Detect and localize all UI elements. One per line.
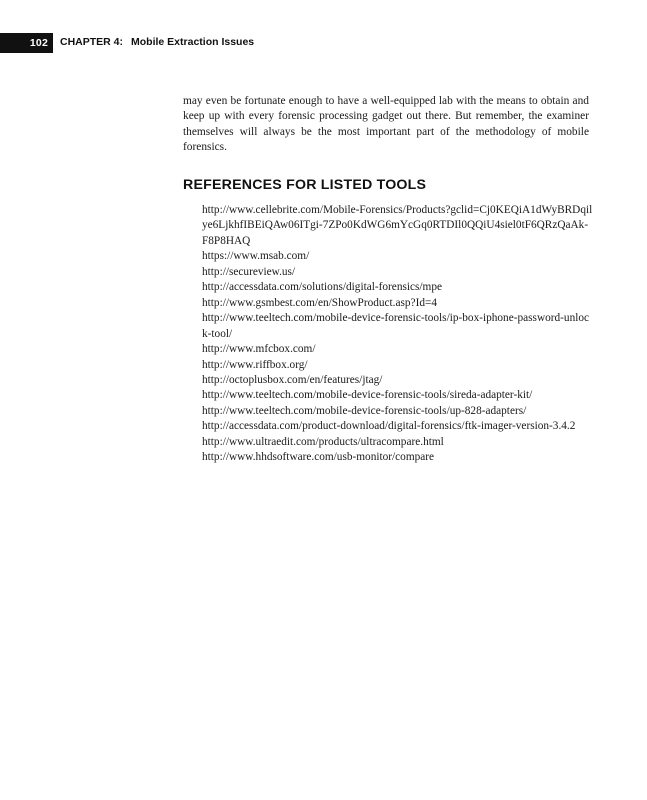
reference-url: http://www.cellebrite.com/Mobile-Forensics/Products?gclid=Cj0KEQiA1dWyBRDqilye6LjkhfIBEiQAw06ITgi-7ZPo0KdWG6mYcGq0RTDIl0QQiU4siel0tF6QRzQaAk-F8P8HAQ xyxy=(202,204,593,247)
chapter-label: CHAPTER 4: xyxy=(60,36,124,48)
reference-url: http://secureview.us/ xyxy=(202,265,296,278)
reference-url: http://www.teeltech.com/mobile-device-forensic-tools/up-828-adapters/ xyxy=(202,404,527,417)
reference-url: http://accessdata.com/solutions/digital-forensics/mpe xyxy=(202,281,443,294)
reference-url: http://www.gsmbest.com/en/ShowProduct.asp?Id=4 xyxy=(202,296,438,309)
reference-url: http://accessdata.com/product-download/digital-forensics/ftk-imager-version-3.4.2 xyxy=(202,420,576,433)
reference-url: http://www.ultraedit.com/products/ultracompare.html xyxy=(202,435,444,448)
running-head xyxy=(60,36,254,48)
reference-url: http://www.riffbox.org/ xyxy=(202,358,308,371)
reference-url: http://octoplusbox.com/en/features/jtag/ xyxy=(202,373,383,386)
reference-url: http://www.hhdsoftware.com/usb-monitor/compare xyxy=(202,451,435,464)
section-heading: REFERENCES FOR LISTED TOOLS xyxy=(183,177,427,193)
reference-list xyxy=(202,203,594,466)
body-paragraph: may even be fortunate enough to have a well-equipped lab with the means to obtain and keep up with every forensic processing gadget out there. But remember, the examiner themselves will always be the most important part of the methodology of mobile forensics. xyxy=(183,95,589,154)
page-number: 102 xyxy=(29,37,48,49)
page-number-tab xyxy=(0,33,53,53)
reference-url: http://www.teeltech.com/mobile-device-forensic-tools/ip-box-iphone-password-unlock-tool/ xyxy=(202,312,590,340)
reference-url: http://www.teeltech.com/mobile-device-forensic-tools/sireda-adapter-kit/ xyxy=(202,389,533,402)
reference-url: https://www.msab.com/ xyxy=(202,250,310,263)
reference-url: http://www.mfcbox.com/ xyxy=(202,343,316,356)
chapter-title: Mobile Extraction Issues xyxy=(131,36,255,48)
